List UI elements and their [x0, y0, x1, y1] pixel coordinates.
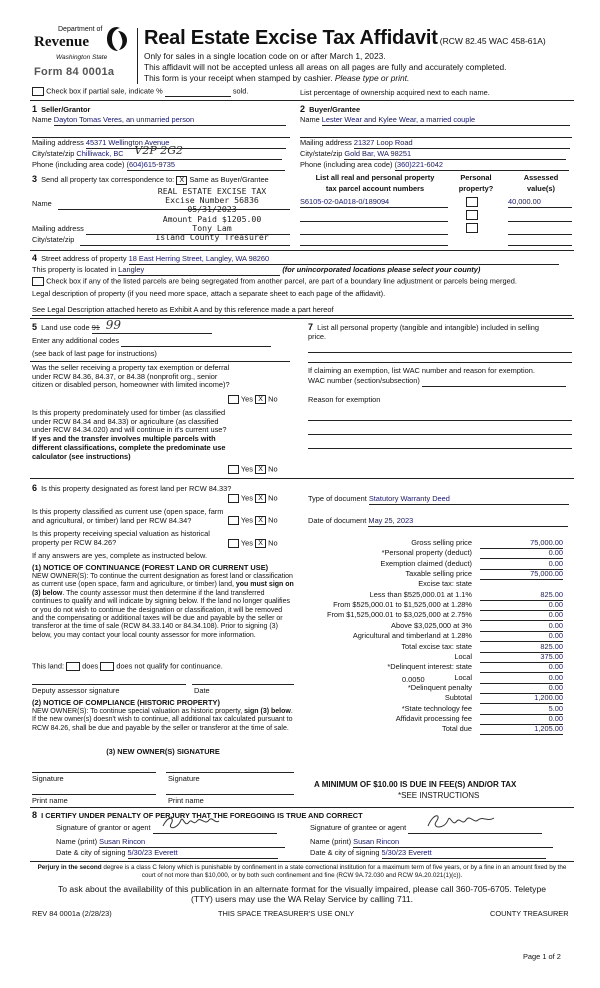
section3-row: [32, 174, 269, 185]
tax-row-label: Local: [454, 672, 472, 682]
no-label: No: [268, 538, 278, 548]
no-label: No: [268, 394, 278, 404]
tax-row-label: From $525,000.01 to $1,525,000 at 1.28%: [333, 600, 472, 610]
personal-h2a: Personal: [460, 173, 492, 182]
wac-text: If claiming an exemption, list WAC number and reason for exemption.: [308, 366, 535, 375]
revenue-text: Revenue: [34, 34, 89, 50]
legal-desc-field[interactable]: See Legal Description attached hereto as Exhibit A and by this reference made a part hereof: [32, 306, 572, 316]
partial-sale-label: Check box if partial sale, indicate %: [46, 86, 163, 96]
segregated-row: [32, 277, 517, 286]
corr-addr-label: Mailing address: [32, 224, 84, 233]
land-use-handwritten: 99: [105, 318, 121, 332]
tax-row: [300, 684, 570, 694]
grantor-date-field[interactable]: 5/30/23 Everett: [128, 849, 278, 859]
wac-field[interactable]: [422, 377, 566, 387]
doc-type-field[interactable]: Statutory Warranty Deed: [369, 495, 569, 505]
buyer-phone-label: Phone (including area code): [300, 160, 393, 169]
compliance-text: [32, 708, 294, 733]
personal-h2b: property?: [458, 183, 494, 193]
grantee-name-row: [310, 838, 553, 848]
section-num: 3: [32, 174, 38, 184]
buyer-heading: [300, 104, 360, 115]
partial-sale-row: [32, 87, 248, 97]
dept-of-text: Department of: [58, 26, 103, 33]
tax-row: [300, 725, 570, 735]
tax-row-label: Exemption claimed (deduct): [380, 558, 472, 568]
continuance-text: [32, 573, 294, 640]
located-note: (for unincorporated locations please select your county): [282, 265, 481, 274]
seller-phone-row: [32, 161, 285, 171]
tax-row: [300, 580, 570, 590]
does-not-checkbox[interactable]: [100, 662, 114, 671]
wac-row: [308, 377, 566, 387]
tax-row-value[interactable]: 825.00: [480, 643, 563, 653]
assessed-value-1[interactable]: 40,000.00: [508, 198, 572, 208]
yes-label: Yes: [240, 515, 253, 525]
section-num: 4: [32, 253, 38, 263]
comp-text-a: NEW OWNER(S): To continue special valuation as historic property,: [32, 708, 245, 715]
timber-q-a: Is this property predominately used for timber (as classified under RCW 84.34 and 84.33) or agriculture (as classified under RCW 84.34.020) and will continue in it's current use?: [32, 408, 227, 435]
forest-question: [32, 483, 232, 494]
land-use-struck: 91: [91, 323, 100, 332]
deputy-date-label: Date: [194, 686, 210, 695]
compliance-title: (2) NOTICE OF COMPLIANCE (HISTORIC PROPERTY): [32, 698, 220, 707]
tax-row-label: *Personal property (deduct): [381, 548, 472, 558]
this-land-row: [32, 662, 223, 671]
grantor-signature-scrawl: [159, 812, 223, 834]
partial-sale-checkbox[interactable]: [32, 87, 44, 96]
tax-row-value[interactable]: 0.00: [480, 674, 563, 684]
stamp-line-1: REAL ESTATE EXCISE TAX: [157, 186, 267, 196]
no-label: No: [268, 493, 278, 503]
tax-row-label: Excise tax: state: [418, 579, 472, 589]
parcel-h1b: tax parcel account numbers: [325, 183, 425, 193]
buyer-phone-row: [300, 161, 569, 171]
note-3a: This form is your receipt when stamped by cashier.: [144, 73, 335, 83]
historic-question: Is this property receiving special valuation as historical property per RCW 84.26?: [32, 529, 210, 547]
county-treasurer: COUNTY TREASURER: [490, 909, 569, 918]
seller-addr-field[interactable]: 45371 Wellington Avenue: [86, 139, 286, 149]
sig-label-2: Signature: [168, 774, 200, 783]
section-num: 8: [32, 810, 38, 820]
buyer-addr-field[interactable]: 21327 Loop Road: [354, 139, 570, 149]
tax-row-value[interactable]: 1,205.00: [480, 725, 563, 735]
forest-answers: [228, 494, 278, 503]
tax-row-value[interactable]: 0.00: [480, 622, 563, 632]
buyer-addr-row: [300, 139, 570, 149]
seller-city-label: City/state/zip: [32, 149, 75, 158]
tax-row-label: Above $3,025,000 at 3%: [391, 620, 472, 630]
no-label: No: [268, 464, 278, 474]
tax-row-label: *Delinquent penalty: [407, 682, 472, 692]
reason-label: Reason for exemption: [308, 395, 381, 404]
seller-phone-field[interactable]: (604)615-9735: [127, 161, 285, 171]
wa-state-text: Washington State: [56, 54, 108, 61]
tax-row-label: Local: [454, 651, 472, 661]
addl-codes-field[interactable]: [121, 337, 271, 347]
street-address-field[interactable]: 18 East Herring Street, Langley, WA 98260: [129, 255, 559, 265]
seller-addr-label: Mailing address: [32, 138, 84, 147]
does-not-label: does not qualify for continuance.: [116, 661, 223, 671]
doc-type-row: [308, 495, 569, 505]
buyer-city-field[interactable]: Gold Bar, WA 98251: [344, 150, 566, 160]
street-address-label: Street address of property: [41, 254, 127, 263]
seller-city-row: [32, 144, 282, 160]
located-field[interactable]: Langley: [118, 266, 280, 276]
legal-desc-label: Legal description of property (if you need more space, attach a separate sheet to each page of the affidavit).: [32, 289, 386, 298]
rev-number: REV 84 0001a (2/28/23): [32, 909, 112, 918]
grantee-sig-row: [310, 824, 542, 834]
q3-no-checkbox[interactable]: X: [255, 494, 266, 503]
land-use-field[interactable]: [91, 318, 212, 334]
doc-date-field[interactable]: May 25, 2023: [368, 517, 568, 527]
deputy-sig-label: Deputy assessor signature: [32, 686, 120, 695]
date-city-label: Date & city of signing: [310, 848, 380, 857]
print-name-label-1: Print name: [32, 796, 68, 805]
section4-row: [32, 253, 559, 265]
section-num: 7: [308, 322, 314, 332]
exemption-question: Was the seller receiving a property tax exemption or deferral under RCW 84.36, 84.37, or 84.38 (nonprofit org., senior citizen or disabled person, homeowner with limited income)?: [32, 363, 230, 390]
tax-row-value[interactable]: 1,200.00: [480, 694, 563, 704]
grantor-sig-label: Signature of grantor or agent: [56, 823, 151, 832]
seller-city-field[interactable]: [76, 144, 282, 160]
timber-question: [32, 409, 232, 461]
tax-row-value[interactable]: 0.00: [480, 560, 563, 570]
tax-row: [300, 549, 570, 559]
yes-label: Yes: [240, 538, 253, 548]
grantor-name-field[interactable]: Susan Rincon: [99, 838, 285, 848]
does-label: does: [82, 661, 99, 671]
treasurer-use-only: THIS SPACE TREASURER'S USE ONLY: [218, 909, 355, 918]
note-line-1: Only for sales in a single location code on or after March 1, 2023.: [144, 51, 386, 61]
no-label: No: [268, 515, 278, 525]
q5-yes-checkbox[interactable]: [228, 539, 239, 548]
tax-row-label: Less than $525,000.01 at 1.1%: [369, 589, 472, 599]
segregated-checkbox[interactable]: [32, 277, 44, 286]
grantee-sig-label: Signature of grantee or agent: [310, 823, 407, 832]
section-num: 5: [32, 322, 38, 332]
segregated-label: Check box if any of the listed parcels are being segregated from another parcel, are part of a boundary line adjustment or parcels being merged.: [46, 276, 517, 286]
personal-checkbox-2[interactable]: [466, 210, 478, 220]
corr-name-label: Name: [32, 199, 52, 208]
yes-label: Yes: [240, 464, 253, 474]
tax-row-label: From $1,525,000.01 to $3,025,000 at 2.75%: [326, 610, 472, 620]
tax-row: [300, 715, 570, 725]
assessed-h3b: value(s): [527, 183, 555, 193]
parcel-number-1[interactable]: S6105-02-0A018-0/189094: [300, 198, 448, 208]
section3-text: Send all property tax correspondence to:: [41, 175, 175, 184]
tax-row-value[interactable]: 0.00: [480, 715, 563, 725]
tax-row-label: Total due: [442, 724, 472, 734]
same-as-buyer-checkbox[interactable]: X: [176, 176, 187, 185]
tax-row-value[interactable]: [480, 580, 563, 590]
corr-city-label: City/state/zip: [32, 235, 75, 244]
section-num: 6: [32, 483, 38, 493]
land-use-row: [32, 318, 212, 334]
q1-no-checkbox[interactable]: X: [255, 395, 266, 404]
section-num: 1: [32, 104, 38, 114]
current-use-answers: [228, 516, 278, 525]
tax-row-value[interactable]: 0.00: [480, 663, 563, 673]
section-num: 2: [300, 104, 306, 114]
assessed-col-header: [510, 174, 572, 193]
cont-text-a: NEW OWNER(S): To continue the current designation as forest land or classification as current use (open space, farm and agriculture, or timber) land,: [32, 573, 293, 589]
note-line-2: This affidavit will not be accepted unless all areas on all pages are fully and accurately completed.: [144, 62, 507, 72]
grantee-signature-scrawl: [422, 810, 498, 834]
ownership-note: List percentage of ownership acquired next to each name.: [300, 88, 490, 97]
seller-name-row: [32, 116, 286, 126]
tax-row-label: Taxable selling price: [405, 569, 472, 579]
q5-no-checkbox[interactable]: X: [255, 539, 266, 548]
tax-row-value[interactable]: 0.00: [480, 549, 563, 559]
does-checkbox[interactable]: [66, 662, 80, 671]
tax-row: [300, 694, 570, 704]
note-line-3: [144, 74, 409, 84]
stamp-line-6: Island County Treasurer: [155, 231, 269, 242]
timber-answers: [228, 465, 278, 474]
tax-row-value[interactable]: 0.00: [480, 611, 563, 621]
buyer-name-row: [300, 116, 570, 126]
stamp-line-3: 05/31/2023: [187, 204, 237, 215]
grantee-date-row: [310, 849, 546, 859]
yes-label: Yes: [240, 493, 253, 503]
q4-no-checkbox[interactable]: X: [255, 516, 266, 525]
buyer-city-row: [300, 150, 566, 160]
buyer-phone-field[interactable]: (360)221-6042: [395, 161, 569, 171]
tax-row-value[interactable]: 0.00: [480, 632, 563, 642]
tax-row-label: *Delinquent interest: state: [387, 662, 472, 672]
buyer-addr-label: Mailing address: [300, 138, 352, 147]
located-label: This property is located in: [32, 265, 117, 274]
local-rate: 0.0050: [402, 675, 425, 684]
section7-row: [308, 322, 558, 341]
tax-row: [300, 643, 570, 653]
historic-answers: [228, 539, 278, 548]
grantor-sig-row: [56, 824, 277, 834]
personal-checkbox-1[interactable]: [466, 197, 478, 207]
personal-checkbox-3[interactable]: [466, 223, 478, 233]
date-city-label: Date & city of signing: [56, 848, 126, 857]
current-use-question: Is this property classified as current use (open space, farm and agricultural, or timber) land per RCW 84.34?: [32, 507, 224, 525]
tax-row-value[interactable]: 5.00: [480, 705, 563, 715]
tax-row-label: Agricultural and timberland at 1.28%: [352, 631, 472, 641]
tax-row-label: Affidavit processing fee: [395, 713, 472, 723]
tax-row-value[interactable]: 375.00: [480, 653, 563, 663]
q2-yes-checkbox[interactable]: [228, 465, 239, 474]
tax-row-value[interactable]: 75,000.00: [480, 539, 563, 549]
buyer-name-field[interactable]: Lester Wear and Kylee Wear, a married couple: [322, 116, 570, 126]
buyer-city-label: City/state/zip: [300, 149, 343, 158]
tax-row-value[interactable]: 0.00: [480, 601, 563, 611]
treasurer-stamp: [142, 187, 282, 242]
seller-name-field[interactable]: Dayton Tomas Veres, an unmarried person: [54, 116, 286, 126]
comp-text-b: sign (3) below: [244, 708, 291, 715]
seller-name-label: Name: [32, 115, 52, 124]
section7-text: List all personal property (tangible and intangible) included in selling price.: [308, 323, 539, 341]
yes-label: Yes: [240, 394, 253, 404]
buyer-name-label: Name: [300, 115, 320, 124]
seller-postal-handwritten: V2P 2G2: [134, 144, 183, 157]
cont-text-b: you must sign on (3) below: [32, 581, 294, 597]
form-title: [144, 27, 546, 51]
located-row: [32, 266, 480, 276]
q3-yes-checkbox[interactable]: [228, 494, 239, 503]
grantor-date-row: [56, 849, 278, 859]
assessed-h3a: Assessed: [523, 173, 559, 182]
doc-date-row: [308, 517, 568, 527]
q4-yes-checkbox[interactable]: [228, 516, 239, 525]
note-3b: Please type or print.: [334, 73, 410, 83]
answers-note: If any answers are yes, complete as instructed below.: [32, 551, 207, 560]
page-number: Page 1 of 2: [523, 952, 561, 961]
grantee-sig-field[interactable]: [408, 824, 542, 834]
seller-phone-label: Phone (including area code): [32, 160, 125, 169]
parcel-col-header: [300, 174, 450, 193]
q2-no-checkbox[interactable]: X: [255, 465, 266, 474]
timber-q-b: If yes and the transfer involves multiple parcels with different classifications, complete the predominate use calculator (see instructions): [32, 434, 226, 461]
form-number: Form 84 0001a: [34, 66, 115, 78]
title-cite: (RCW 82.45 WAC 458-61A): [439, 36, 546, 46]
stamp-line-5: Tony Lam: [192, 222, 232, 233]
grantee-date-field[interactable]: 5/30/23 Everett: [382, 849, 546, 859]
grantor-sig-field[interactable]: [153, 824, 277, 834]
name-print-label: Name (print): [56, 837, 98, 846]
exemption-answers: [228, 395, 278, 404]
tax-row-value[interactable]: 0.00: [480, 684, 563, 694]
q1-yes-checkbox[interactable]: [228, 395, 239, 404]
tax-row: [300, 663, 570, 673]
wac-label: WAC number (section/subsection): [308, 376, 420, 385]
addl-codes-label: Enter any additional codes: [32, 336, 120, 345]
doc-date-label: Date of document: [308, 516, 367, 525]
stamp-line-2: Excise Number 56836: [165, 195, 259, 206]
tax-row: [300, 611, 570, 621]
cont-text-c: . The county assessor must then determine if the land transferred continues to qualify and will indicate by signing below. If the land no longer qualifies or you do not wish to continue the designation or classification, it will be removed and the compensating or additional taxes will be due and payable by the seller or transferor at the time of sale (RCW 84.33.140 or 84.34.108). Prior to signing (3) below, you may contact your local county assessor for more information.: [32, 589, 290, 639]
partial-percent-field[interactable]: [165, 87, 231, 97]
tax-row-value[interactable]: 75,000.00: [480, 570, 563, 580]
seller-city-value: Chilliwack, BC: [76, 149, 124, 158]
perjury-bold: Perjury in the second: [37, 864, 102, 871]
dor-swoosh-icon: [106, 26, 128, 52]
tax-row-value[interactable]: 825.00: [480, 591, 563, 601]
tax-row-label: Subtotal: [444, 693, 472, 703]
see-back: (see back of last page for instructions): [32, 349, 157, 358]
comp-text-c: . If the new owner(s) doesn't wish to continue, all additional tax calculated pursuant to RCW 84.26, shall be due and payable by the seller or transferor at the time of sale.: [32, 708, 293, 732]
minimum-due: A MINIMUM OF $10.00 IS DUE IN FEE(S) AND/OR TAX: [314, 780, 517, 789]
forest-q-text: Is this property designated as forest land per RCW 84.33?: [41, 484, 232, 493]
addl-codes-row: [32, 337, 271, 347]
tax-row: [300, 632, 570, 642]
name-print-label: Name (print): [310, 837, 352, 846]
sig-label-1: Signature: [32, 774, 64, 783]
personal-col-header: [450, 174, 502, 193]
continuance-title: (1) NOTICE OF CONTINUANCE (FOREST LAND OR CURRENT USE): [32, 563, 269, 572]
see-instructions: *SEE INSTRUCTIONS: [398, 791, 480, 800]
seller-heading: [32, 104, 90, 115]
partial-sold: sold.: [232, 86, 249, 96]
parcel-h1a: List all real and personal property: [315, 173, 435, 182]
land-use-label: Land use code: [41, 323, 90, 332]
certify-text: I CERTIFY UNDER PENALTY OF PERJURY THAT THE FOREGOING IS TRUE AND CORRECT: [41, 811, 363, 820]
grantor-name-row: [56, 838, 285, 848]
this-land-label: This land:: [32, 661, 65, 671]
seller-heading-text: Seller/Grantor: [41, 105, 91, 114]
print-name-label-2: Print name: [168, 796, 204, 805]
tax-row-label: Gross selling price: [411, 538, 472, 547]
tax-row-label: Total excise tax: state: [401, 641, 472, 651]
new-owner-sig-title: (3) NEW OWNER(S) SIGNATURE: [106, 747, 220, 756]
grantee-name-field[interactable]: Susan Rincon: [353, 838, 553, 848]
perjury-text: degree is a class C felony which is punishable by confinement in a state correctional institution for a maximum term of five years, or by a fine in an amount fixed by the court of not more than $10,000, or by both such confinement and fine (RCW 9A.72.030 and RCW 9A.20.021(1)(c)).: [101, 864, 567, 879]
title-text: Real Estate Excise Tax Affidavit: [144, 27, 438, 49]
perjury-note: [36, 864, 568, 880]
alt-format-note: To ask about the availability of this publication in an alternate format for the visually impaired, please call 360-705-6705. Teletype (TTY) users may use the WA Relay Service by calling 711.: [57, 884, 547, 905]
tax-row-label: *State technology fee: [401, 703, 472, 713]
same-as-buyer-label: Same as Buyer/Grantee: [189, 175, 269, 184]
doc-type-label: Type of document: [308, 494, 367, 503]
stamp-line-4: Amount Paid $1205.00: [162, 213, 262, 224]
buyer-heading-text: Buyer/Grantee: [309, 105, 361, 114]
